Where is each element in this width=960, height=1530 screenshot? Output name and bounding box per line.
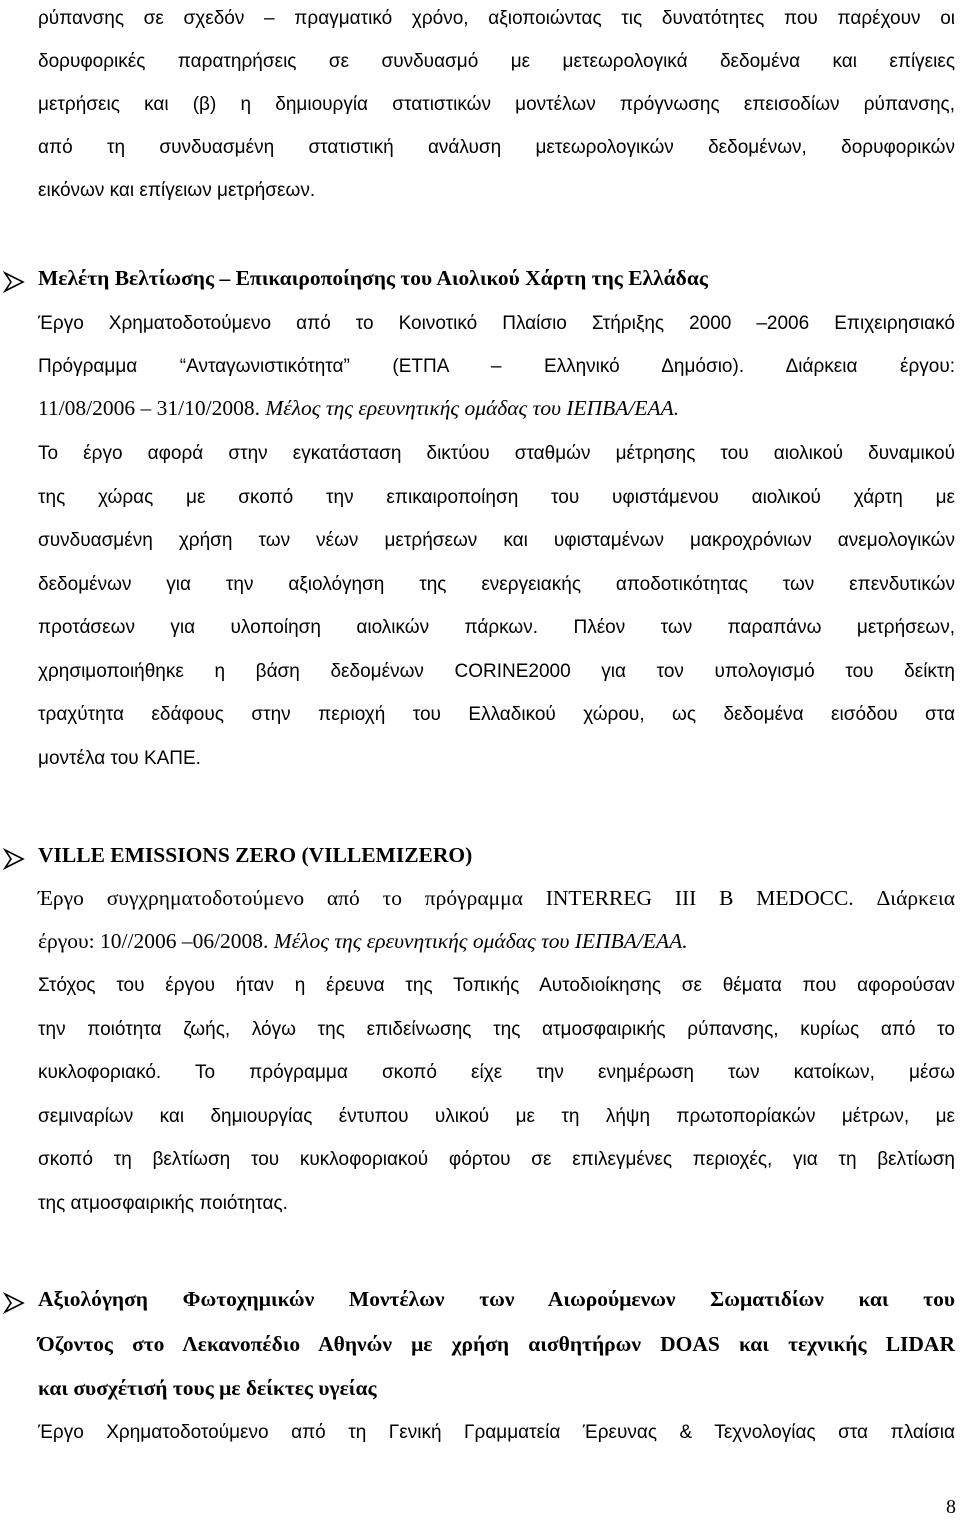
project-description-line: κυκλοφοριακό. Το πρόγραμμα σκοπό είχε την ενημέρωση των κατοίκων, μέσω <box>38 1062 955 1083</box>
intro-line: ρύπανσης σε σχεδόν – πραγματικό χρόνο, αξιοποιώντας τις δυνατότητες που παρέχουν οι <box>38 8 955 29</box>
page-number: 8 <box>946 1496 956 1518</box>
project-description-line: σκοπό τη βελτίωση του κυκλοφοριακού φόρτου σε επιλεγμένες περιοχές, για τη βελτίωση <box>38 1149 955 1170</box>
project-description-line: συνδυασμένη χρήση των νέων μετρήσεων και υφισταμένων μακροχρόνιων ανεμολογικών <box>38 530 955 551</box>
intro-line: μετρήσεις και (β) η δημιουργία στατιστικών μοντέλων πρόγνωσης επεισοδίων ρύπανσης, <box>38 94 955 115</box>
project-info-line <box>38 929 688 954</box>
project-info-line: Έργο Χρηματοδοτούμενο από το Κοινοτικό Πλαίσιο Στήριξης 2000 –2006 Επιχειρησιακό <box>38 313 955 334</box>
project-info-line: Έργο συγχρηματοδοτούμενο από το πρόγραμμα INTERREG III B MEDOCC. Διάρκεια <box>38 886 955 910</box>
intro-line: εικόνων και επίγειων μετρήσεων. <box>38 180 316 201</box>
project-description-line: την ποιότητα ζωής, λόγω της επιδείνωσης της ατμοσφαιρικής ρύπανσης, κυρίως από το <box>38 1019 955 1040</box>
project-title-line: και συσχέτισή τους με δείκτες υγείας <box>38 1376 377 1400</box>
project-title: VILLE EMISSIONS ZERO (VILLEMIZERO) <box>38 843 473 867</box>
project-member-note: Μέλος της ερευνητικής ομάδας του ΙΕΠΒΑ/ΕΑΑ. <box>273 929 688 953</box>
project-description-line: της χώρας με σκοπό την επικαιροποίηση του υφιστάμενου αιολικού χάρτη με <box>38 487 955 508</box>
intro-line: από τη συνδυασμένη στατιστική ανάλυση μετεωρολογικών δεδομένων, δορυφορικών <box>38 137 955 158</box>
project-title-line: Όζοντος στο Λεκανοπέδιο Αθηνών με χρήση αισθητήρων DOAS και τεχνικής LIDAR <box>38 1332 955 1356</box>
project-description-line: της ατμοσφαιρικής ποιότητας. <box>38 1193 288 1214</box>
project-heading <box>0 843 960 875</box>
project-heading <box>0 1287 960 1319</box>
project-info-line: Έργο Χρηματοδοτούμενο από τη Γενική Γραμματεία Έρευνας & Τεχνολογίας στα πλαίσια <box>38 1422 955 1443</box>
project-info-line <box>38 396 679 421</box>
intro-line: δορυφορικές παρατηρήσεις σε συνδυασμό με μετεωρολογικά δεδομένα και επίγειες <box>38 51 955 72</box>
project-description-line: χρησιμοποιήθηκε η βάση δεδομένων CORINE2000 για τον υπολογισμό του δείκτη <box>38 661 955 682</box>
project-title: Μελέτη Βελτίωσης – Επικαιροποίησης του Αιολικού Χάρτη της Ελλάδας <box>38 266 708 290</box>
project-duration: 11/08/2006 – 31/10/2008. <box>38 396 260 420</box>
project-description-line: προτάσεων για υλοποίηση αιολικών πάρκων. Πλέον των παραπάνω μετρήσεων, <box>38 617 955 638</box>
arrowhead-bullet-icon <box>2 270 26 294</box>
project-duration: έργου: 10//2006 –06/2008. <box>38 929 269 953</box>
project-description-line: μοντέλα του ΚΑΠΕ. <box>38 748 201 769</box>
project-title-line: Αξιολόγηση Φωτοχημικών Μοντέλων των Αιωρούμενων Σωματιδίων και του <box>38 1287 955 1311</box>
project-description-line: Στόχος του έργου ήταν η έρευνα της Τοπικής Αυτοδιοίκησης σε θέματα που αφορούσαν <box>38 975 955 996</box>
project-info-line: Πρόγραμμα “Ανταγωνιστικότητα” (ΕΤΠΑ – Ελληνικό Δημόσιο). Διάρκεια έργου: <box>38 356 955 377</box>
project-heading <box>0 266 960 298</box>
arrowhead-bullet-icon <box>2 847 26 871</box>
project-description-line: σεμιναρίων και δημιουργίας έντυπου υλικού με τη λήψη πρωτοπορίακών μέτρων, με <box>38 1106 955 1127</box>
project-description-line: τραχύτητα εδάφους στην περιοχή του Ελλαδικού χώρου, ως δεδομένα εισόδου στα <box>38 704 955 725</box>
arrowhead-bullet-icon <box>2 1291 26 1315</box>
project-description-line: Το έργο αφορά στην εγκατάσταση δικτύου σταθμών μέτρησης του αιολικού δυναμικού <box>38 443 955 464</box>
project-member-note: Μέλος της ερευνητικής ομάδας του ΙΕΠΒΑ/ΕΑΑ. <box>265 396 680 420</box>
project-description-line: δεδομένων για την αξιολόγηση της ενεργειακής αποδοτικότητας των επενδυτικών <box>38 574 955 595</box>
